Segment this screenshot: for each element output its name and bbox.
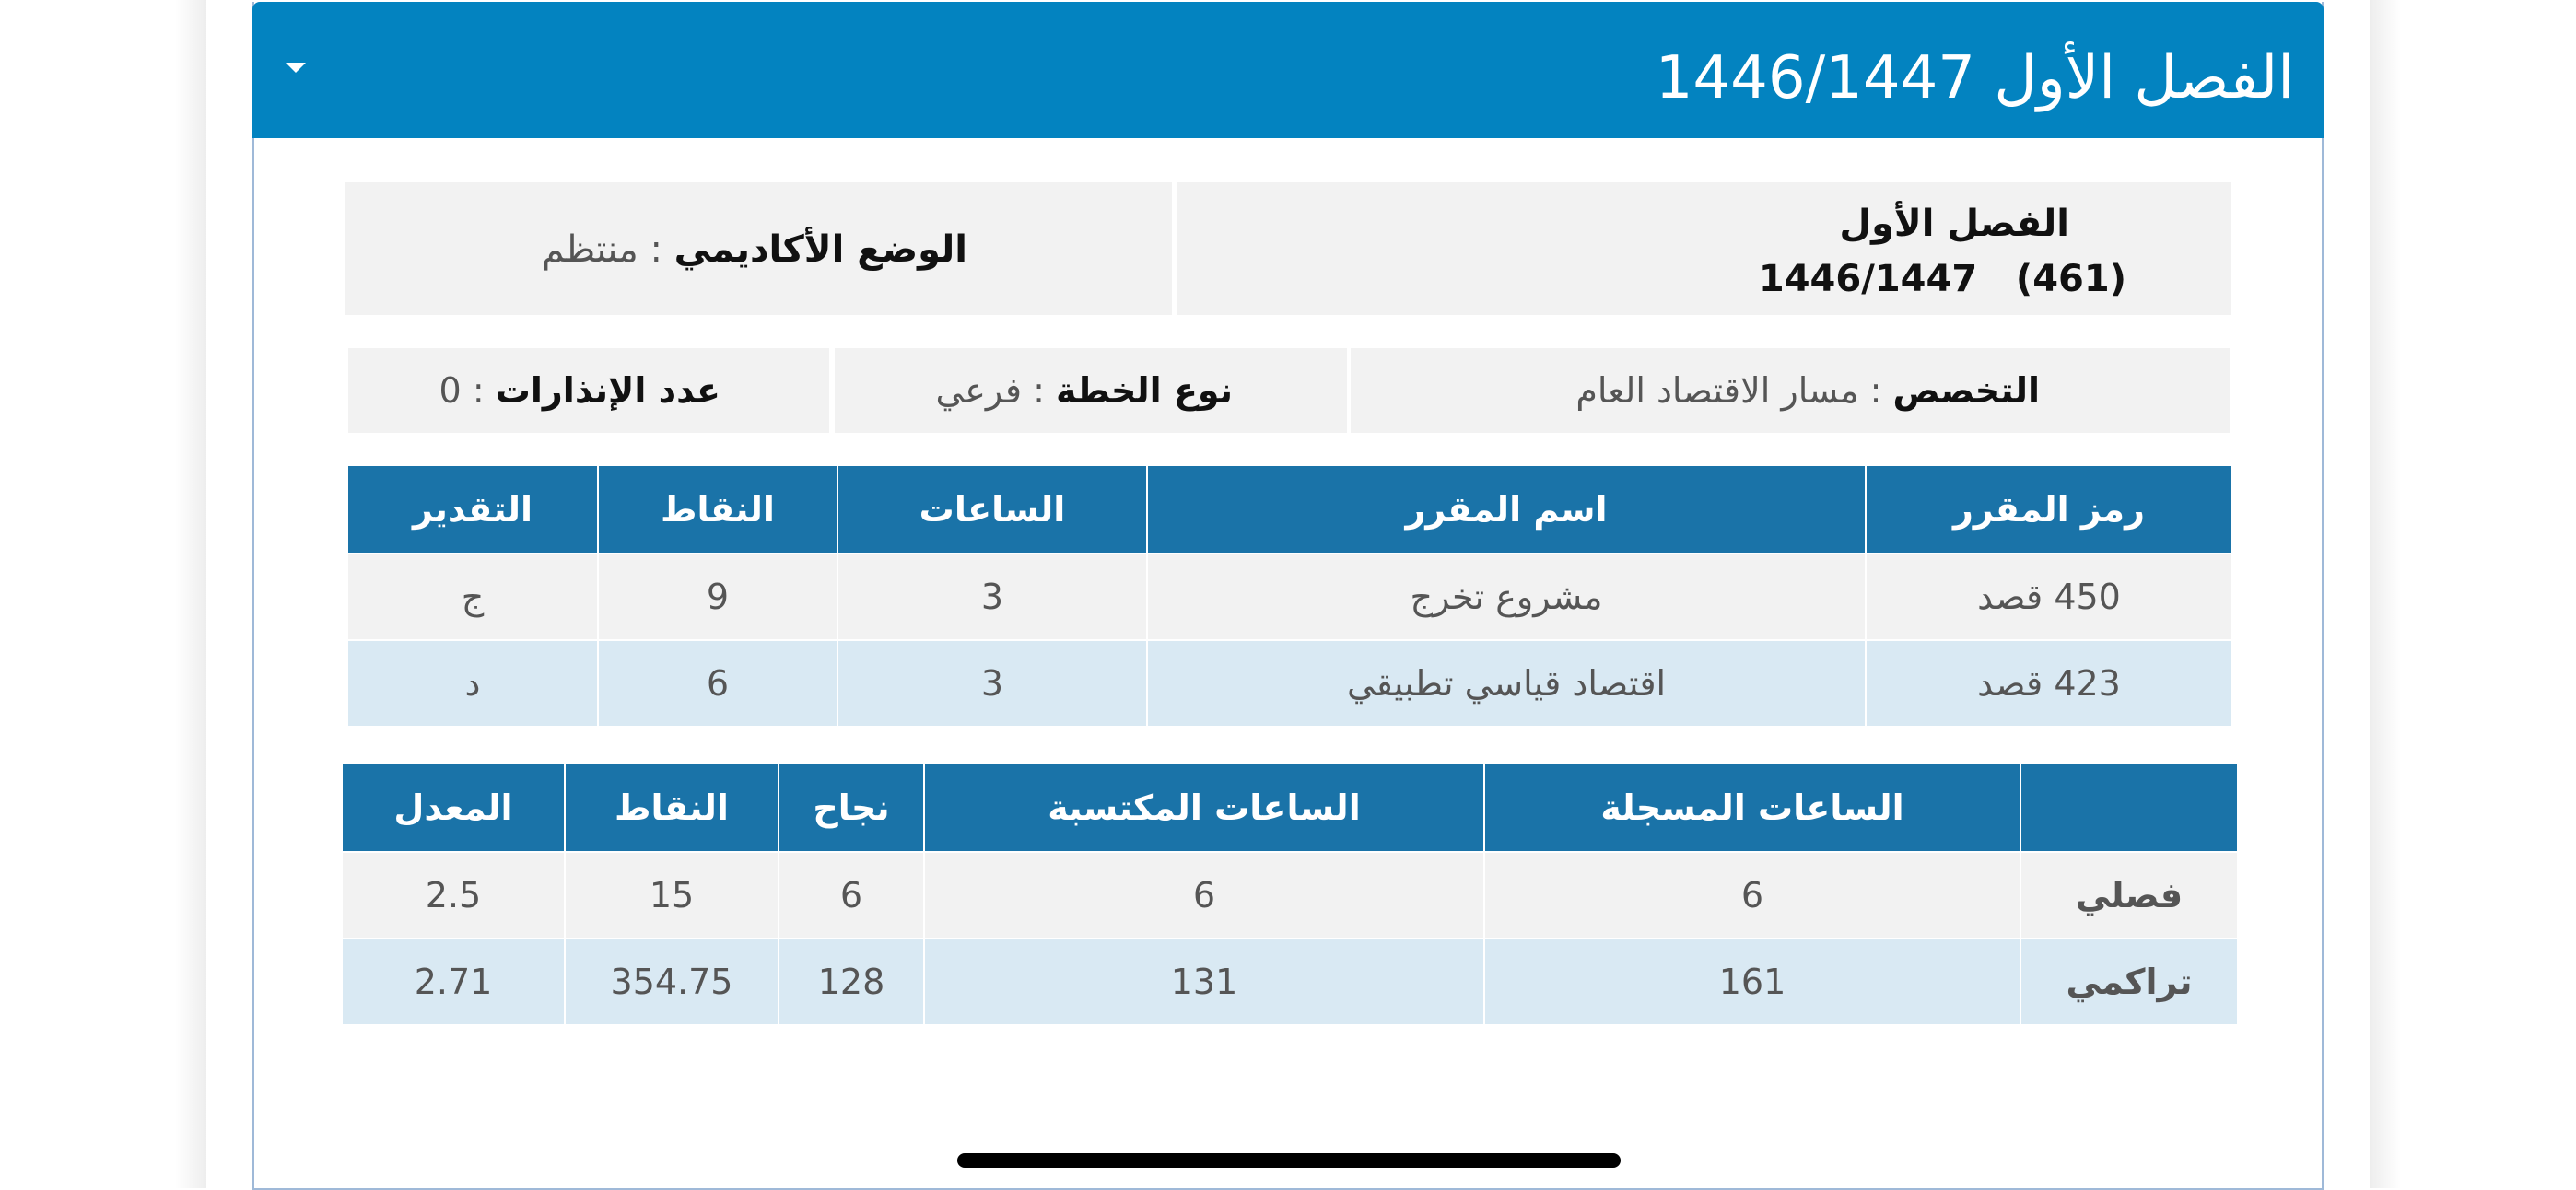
course-name: اقتصاد قياسي تطبيقي [1147, 640, 1866, 727]
semester-panel-header[interactable] [252, 2, 2324, 138]
summary-gpa: 2.71 [342, 939, 565, 1025]
table-row [347, 640, 2232, 727]
summary-points: 15 [565, 852, 779, 939]
major-value: : مسار الاقتصاد العام [1575, 370, 1893, 411]
table-row [342, 939, 2238, 1025]
semester-info-box [1177, 182, 2231, 315]
course-code: 450 قصد [1866, 554, 2232, 640]
courses-table [346, 464, 2233, 728]
summary-gpa: 2.5 [342, 852, 565, 939]
plan-type-label: نوع الخطة [1055, 370, 1233, 411]
course-hours: 3 [837, 640, 1147, 727]
col-earned-hours: الساعات المكتسبة [924, 764, 1484, 852]
col-course-name: اسم المقرر [1147, 465, 1866, 554]
warnings-value: : 0 [439, 370, 496, 411]
major-label: التخصص [1892, 370, 2040, 411]
course-grade: د [347, 640, 598, 727]
warnings-box [348, 348, 829, 433]
plan-type-box [835, 348, 1347, 433]
col-points: النقاط [598, 465, 837, 554]
col-course-code: رمز المقرر [1866, 465, 2232, 554]
summary-passed: 128 [779, 939, 924, 1025]
col-grade: التقدير [347, 465, 598, 554]
summary-earned: 6 [924, 852, 1484, 939]
home-indicator[interactable] [957, 1153, 1621, 1168]
course-name: مشروع تخرج [1147, 554, 1866, 640]
summary-points: 354.75 [565, 939, 779, 1025]
col-summary-points: النقاط [565, 764, 779, 852]
summary-passed: 6 [779, 852, 924, 939]
table-row [342, 852, 2238, 939]
academic-status-box [345, 182, 1172, 315]
course-grade: ج [347, 554, 598, 640]
col-passed: نجاح [779, 764, 924, 852]
major [1575, 370, 2040, 411]
col-registered-hours: الساعات المسجلة [1484, 764, 2020, 852]
course-hours: 3 [837, 554, 1147, 640]
card-shadow-right [2370, 0, 2401, 1188]
plan-type-value: : فرعي [935, 370, 1056, 411]
caret-down-icon[interactable] [286, 63, 306, 73]
academic-status-value: : منتظم [541, 228, 674, 271]
summary-registered: 161 [1484, 939, 2020, 1025]
summary-earned: 131 [924, 939, 1484, 1025]
summary-row-label: تراكمي [2020, 939, 2238, 1025]
semester-title: الفصل الأول 1446/1447 [1655, 44, 2294, 112]
academic-status [542, 228, 967, 271]
summary-row-label: فصلي [2020, 852, 2238, 939]
semester-code: 1446/1447 (461) [1758, 258, 2126, 300]
table-row [347, 554, 2232, 640]
summary-registered: 6 [1484, 852, 2020, 939]
course-code: 423 قصد [1866, 640, 2232, 727]
col-row-label [2020, 764, 2238, 852]
warnings [439, 370, 720, 411]
col-gpa: المعدل [342, 764, 565, 852]
col-hours: الساعات [837, 465, 1147, 554]
plan-type [936, 370, 1233, 411]
card-shadow-left [175, 0, 206, 1188]
warnings-label: عدد الإنذارات [495, 370, 720, 411]
course-points: 6 [598, 640, 837, 727]
major-box [1351, 348, 2230, 433]
summary-table [341, 763, 2239, 1026]
course-points: 9 [598, 554, 837, 640]
semester-name: الفصل الأول [1839, 203, 2069, 245]
academic-status-label: الوضع الأكاديمي [673, 228, 967, 271]
